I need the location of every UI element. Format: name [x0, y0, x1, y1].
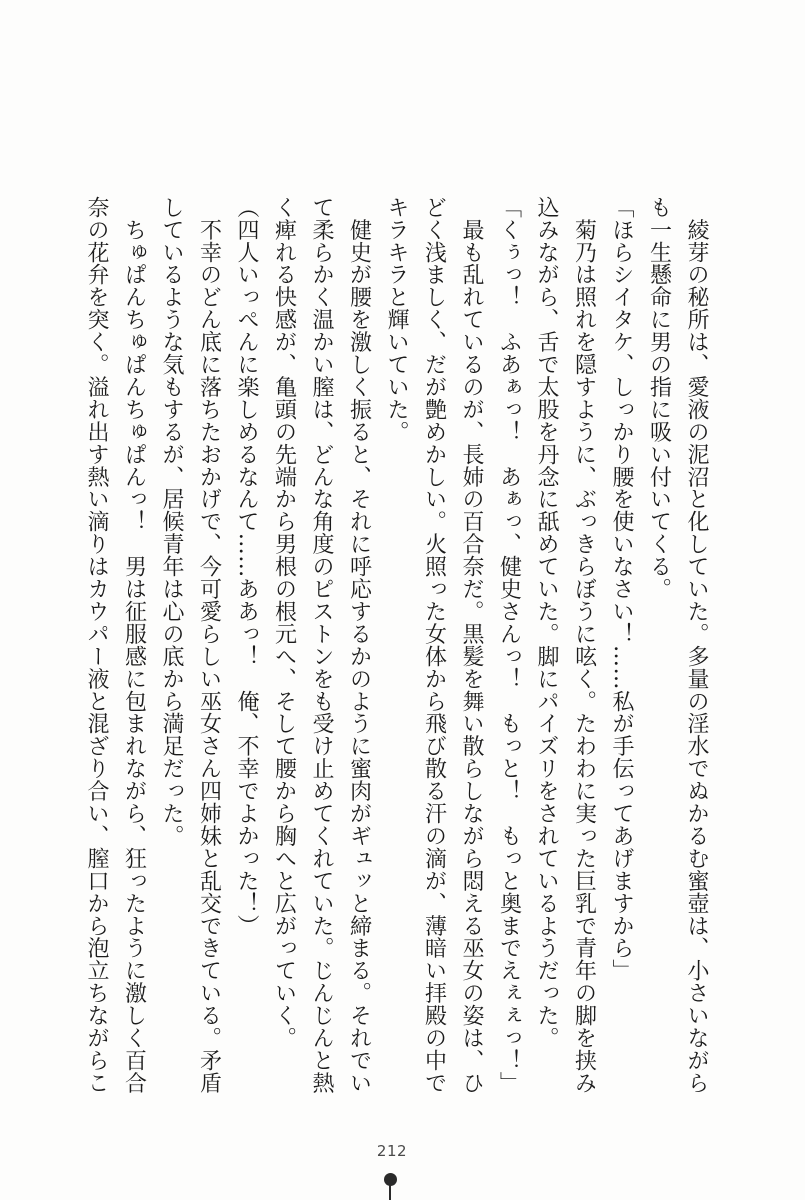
text-column: も一生懸命に男の指に吸い付いてくる。 — [646, 196, 672, 601]
text-column: （四人いっぺんに楽しめるなんて……ああっ！ 俺、不幸でよかった！） — [234, 196, 259, 937]
text-column: 「ほらシイタケ、しっかり腰を使いなさい！……私が手伝ってあげますから」 — [609, 196, 634, 982]
text-column: どく浅ましく、だが艶めかしい。火照った女体から飛び散る汗の滴が、薄暗い拝殿の中で — [421, 196, 447, 1095]
text-column: 「くぅっ！ ふあぁっ！ あぁっ、健史さんっ！ もっと！ もっと奥までえぇぇっ！」 — [496, 196, 522, 1094]
text-column: 込みながら、舌で太股を丹念に舐めていた。脚にパイズリをされているようだった。 — [534, 196, 559, 1050]
text-column: キラキラと輝いていた。 — [384, 196, 409, 443]
text-column: 最も乱れているのが、長姉の百合奈だ。黒髪を舞い散らしながら悶える巫女の姿は、ひ — [459, 196, 484, 1094]
vertical-text-body — [75, 196, 715, 1116]
text-column: 不幸のどん底に落ちたおかげで、今可愛らしい巫女さん四姉妹と乱交できている。矛盾 — [196, 196, 222, 1094]
text-column: て柔らかく温かい膣は、どんな角度のピストンをも受け止めてくれていた。じんじんと熱 — [309, 196, 334, 1094]
text-column: 菊乃は照れを隠すように、ぶっきらぼうに呟く。たわわに実った巨乳で青年の脚を挟み — [571, 196, 597, 1094]
text-column: 奈の花弁を突く。溢れ出す熱い滴りはカウパー液と混ざり合い、膣口から泡立ちながらこ — [84, 196, 109, 1094]
text-column: ちゅぱんちゅぱんちゅぱんっ！ 男は征服感に包まれながら、狂ったように激しく百合 — [121, 196, 147, 1094]
text-column: 綾芽の秘所は、愛液の泥沼と化していた。多量の淫水でぬかるむ蜜壺は、小さいながら — [684, 196, 709, 1095]
page-ornament-line — [389, 1184, 391, 1200]
text-column: く痺れる快感が、亀頭の先端から男根の根元へ、そして腰から胸へと広がっていく。 — [271, 196, 297, 1050]
text-column: 健史が腰を激しく振ると、それに呼応するかのように蜜肉がギュッと締まる。それでい — [346, 196, 372, 1094]
page-number: 212 — [376, 1142, 408, 1160]
text-column: しているような気もするが、居候青年は心の底から満足だった。 — [159, 196, 184, 848]
